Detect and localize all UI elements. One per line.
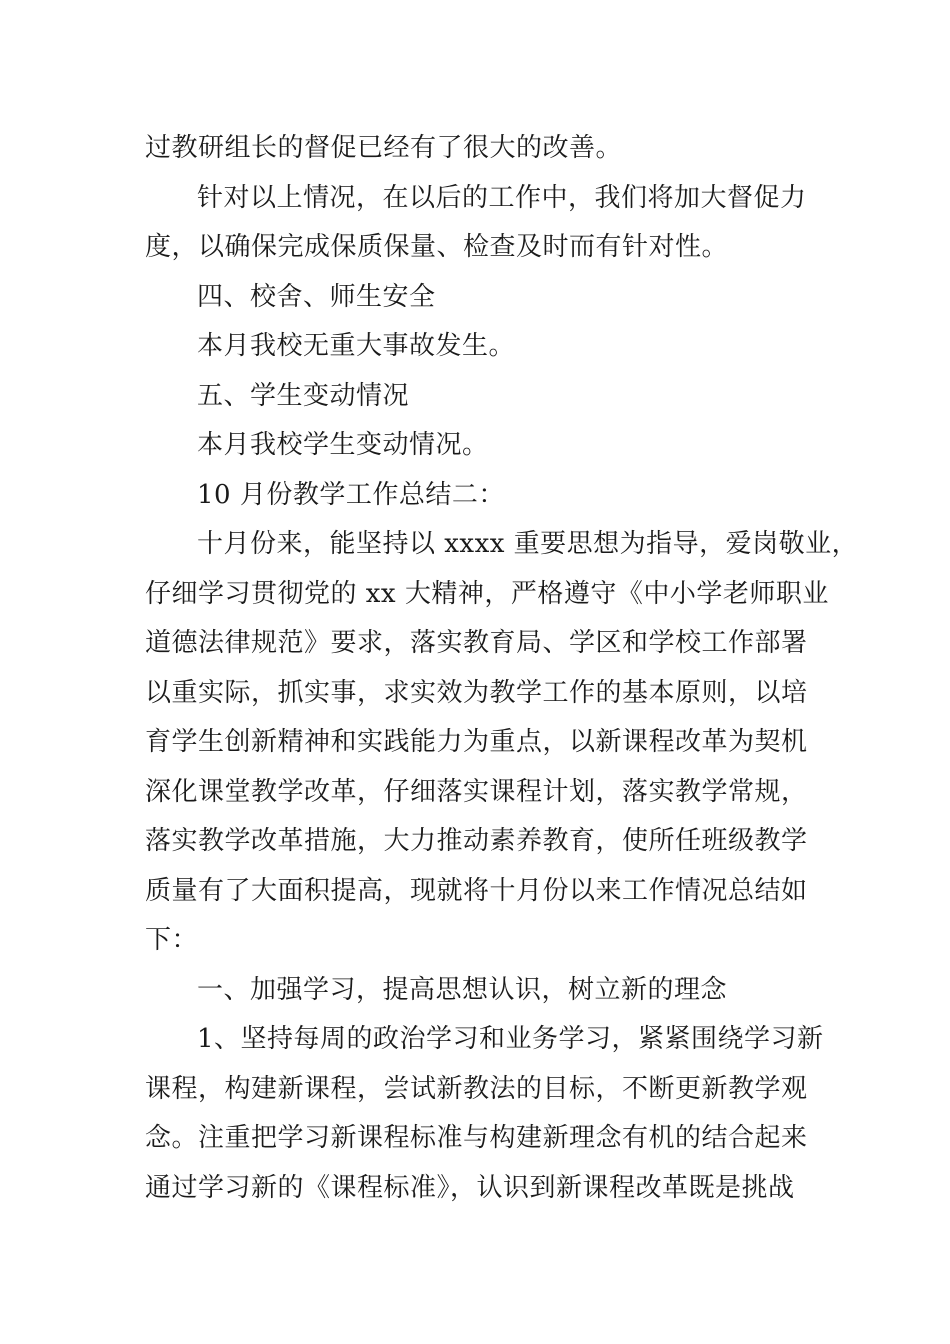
text-line: 针对以上情况，在以后的工作中，我们将加大督促力 (197, 182, 807, 213)
text-line: 过教研组长的督促已经有了很大的改善。 (145, 133, 623, 163)
section-heading: 五、学生变动情况 (197, 380, 410, 411)
text-line: 落实教学改革措施，大力推动素养教育，使所任班级教学 (145, 826, 808, 856)
text-line: 道德法律规范》要求，落实教育局、学区和学校工作部署 (145, 628, 808, 658)
text-line: 1、坚持每周的政治学习和业务学习，紧紧围绕学习新 (197, 1024, 824, 1054)
summary-title: 10 月份教学工作总结二： (197, 479, 505, 510)
text-line: 本月我校学生变动情况。 (197, 430, 489, 460)
text-line: 下： (145, 925, 199, 955)
document-body (145, 124, 859, 1213)
section-heading: 一、加强学习，提高思想认识，树立新的理念 (197, 974, 728, 1005)
text-line: 质量有了大面积提高，现就将十月份以来工作情况总结如 (145, 875, 808, 906)
text-line: 课程，构建新课程，尝试新教法的目标，不断更新教学观 (145, 1073, 808, 1104)
text-line: 度，以确保完成保质保量、检查及时而有针对性。 (145, 232, 729, 262)
text-line: 仔细学习贯彻党的 xx 大精神，严格遵守《中小学老师职业 (145, 578, 829, 609)
text-line: 深化课堂教学改革，仔细落实课程计划，落实教学常规， (145, 776, 808, 807)
text-line: 育学生创新精神和实践能力为重点，以新课程改革为契机 (145, 727, 808, 757)
text-line: 念。注重把学习新课程标准与构建新理念有机的结合起来 (145, 1123, 808, 1153)
text-line: 本月我校无重大事故发生。 (197, 331, 516, 361)
text-line: 通过学习新的《课程标准》，认识到新课程改革既是挑战 (145, 1172, 795, 1203)
section-heading: 四、校舍、师生安全 (197, 281, 436, 312)
text-line: 以重实际，抓实事，求实效为教学工作的基本原则，以培 (145, 677, 808, 708)
text-line: 十月份来，能坚持以 xxxx 重要思想为指导，爱岗敬业， (197, 529, 859, 559)
